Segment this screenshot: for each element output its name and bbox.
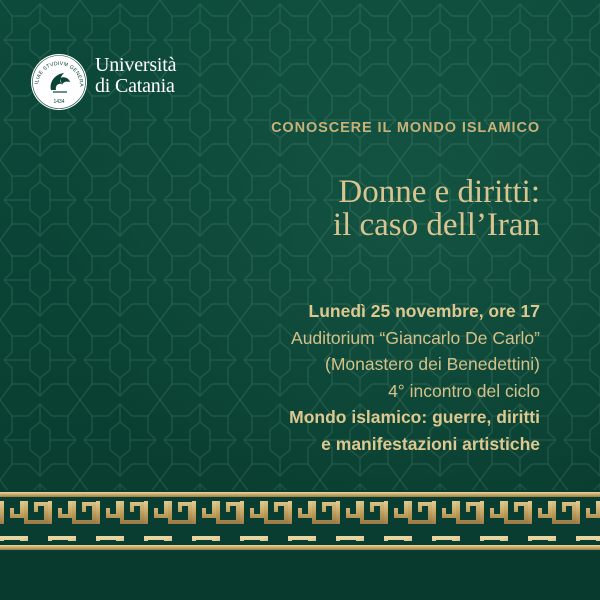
university-seal-logo <box>29 52 89 112</box>
university-name <box>95 55 176 97</box>
event-details <box>289 298 540 457</box>
university-name-line2: di Catania <box>95 75 175 97</box>
university-name-line1: Università <box>95 54 177 76</box>
event-title-line1: Donne e diritti: <box>338 174 540 210</box>
event-title <box>333 176 540 242</box>
event-venue-detail: (Monastero dei Benedettini) <box>325 354 540 374</box>
decorative-fret-border <box>0 490 600 552</box>
seal-text: ILIAE STVDIVM GENERA <box>34 60 85 87</box>
event-meeting-number: 4° incontro del ciclo <box>388 380 540 401</box>
event-venue: Auditorium “Giancarlo De Carlo” <box>291 327 540 348</box>
event-date-time: Lunedì 25 novembre, ore 17 <box>308 301 540 321</box>
series-title: CONOSCERE IL MONDO ISLAMICO <box>271 120 540 136</box>
event-title-line2: il caso dell’Iran <box>332 207 540 243</box>
bottom-strip <box>0 552 600 600</box>
cycle-title-line1: Mondo islamico: guerre, diritti <box>289 407 540 427</box>
cycle-title-line2: e manifestazioni artistiche <box>321 433 540 454</box>
seal-year: 1434 <box>53 99 65 105</box>
